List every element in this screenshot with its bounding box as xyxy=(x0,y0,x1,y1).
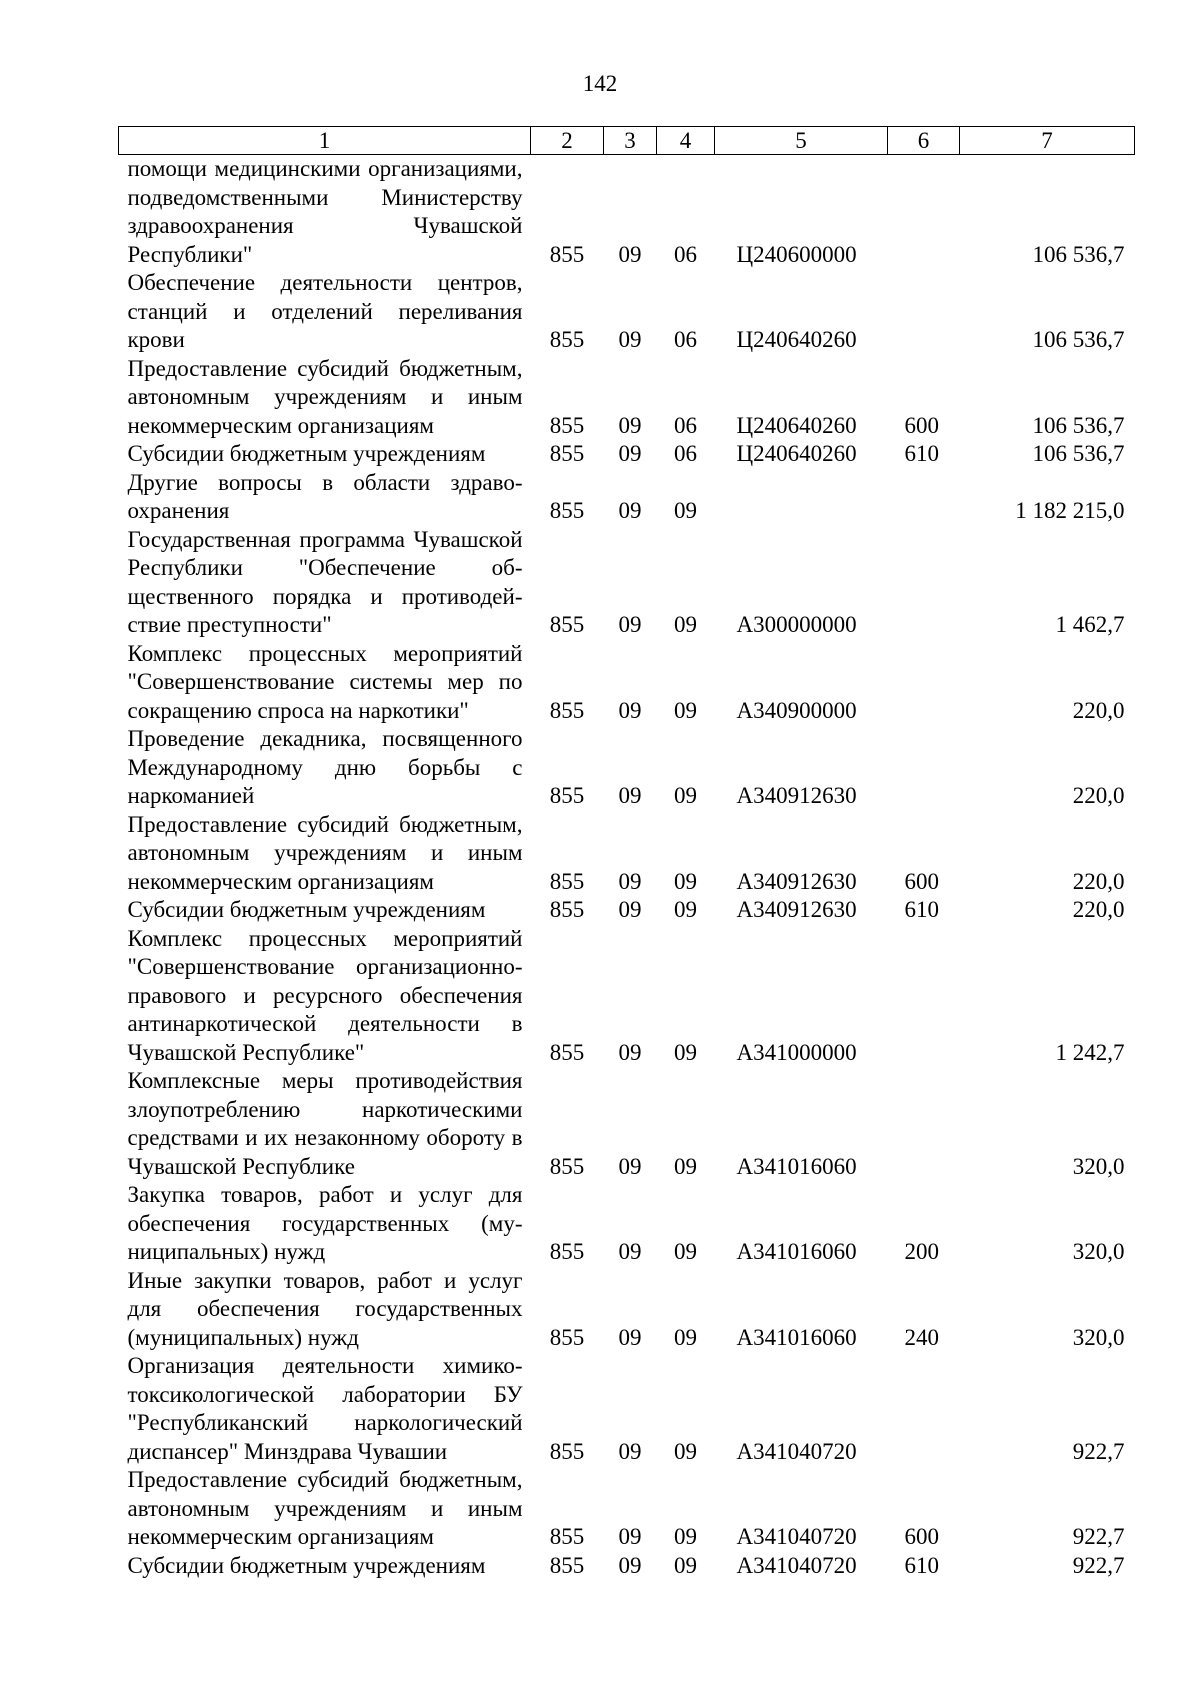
section-code-cell: 09 xyxy=(618,412,642,438)
section-code-cell: 09 xyxy=(618,241,642,267)
target-article-cell: Ц240640260 xyxy=(736,327,857,352)
budget-table xyxy=(118,126,1135,1580)
target-article-cell: А341040720 xyxy=(736,1552,857,1578)
subsection-code-cell: 09 xyxy=(674,612,697,637)
ministry-code-cell: 855 xyxy=(549,897,585,922)
section-code-cell: 09 xyxy=(618,783,642,808)
subsection-code-cell: 06 xyxy=(674,327,697,352)
row-name-cell: Государственная программа Чувашской Республики "Обеспечение общественного порядка и противодействие преступности" xyxy=(127,526,523,637)
table-row xyxy=(119,1067,1135,1181)
column-header: 5 xyxy=(715,127,888,155)
table-body xyxy=(119,155,1135,1581)
table-header-row xyxy=(119,127,1135,155)
subsection-code-cell: 09 xyxy=(674,1153,697,1179)
expense-type-cell: 610 xyxy=(904,441,939,466)
target-article-cell: А340900000 xyxy=(736,697,857,723)
amount-cell: 922,7 xyxy=(1072,1438,1125,1464)
table-row xyxy=(119,1552,1135,1581)
amount-cell: 1 242,7 xyxy=(1055,1039,1125,1065)
table-row xyxy=(119,155,1135,270)
ministry-code-cell: 855 xyxy=(549,441,585,466)
ministry-code-cell: 855 xyxy=(549,327,585,352)
target-article-cell: Ц240640260 xyxy=(736,412,857,438)
expense-type-cell xyxy=(888,526,960,640)
expense-type-cell: 610 xyxy=(904,897,939,922)
subsection-code-cell: 09 xyxy=(674,783,697,808)
ministry-code-cell: 855 xyxy=(549,1239,585,1264)
target-article-cell: Ц240640260 xyxy=(736,441,857,466)
expense-type-cell: 610 xyxy=(904,1552,939,1578)
row-name-cell: Другие вопросы в области здравоохранения xyxy=(127,469,523,523)
subsection-code-cell: 09 xyxy=(674,897,697,922)
target-article-cell: А340912630 xyxy=(736,897,857,922)
amount-cell: 922,7 xyxy=(1072,1524,1125,1549)
section-code-cell: 09 xyxy=(618,1153,642,1179)
row-name-cell: Субсидии бюджетным учреждениям xyxy=(127,441,486,466)
target-article-cell: А341040720 xyxy=(736,1438,857,1464)
section-code-cell: 09 xyxy=(618,1239,642,1264)
column-header: 1 xyxy=(119,127,531,155)
row-name-cell: Организация деятельности химико-токсикологической лаборатории БУ "Республиканский наркологический диспансер" Минздрава Чувашии xyxy=(127,1353,523,1464)
table-row xyxy=(119,355,1135,441)
ministry-code-cell: 855 xyxy=(549,1039,585,1065)
table-row xyxy=(119,469,1135,526)
table-row xyxy=(119,640,1135,726)
expense-type-cell xyxy=(888,1352,960,1466)
row-name-cell: Комплексные меры противодействия злоупотреблению наркотическими средствами и их незаконному обороту в Чувашской Республике xyxy=(127,1068,523,1179)
expense-type-cell: 600 xyxy=(904,412,939,438)
ministry-code-cell: 855 xyxy=(549,241,585,267)
expense-type-cell: 240 xyxy=(904,1324,939,1350)
table-row xyxy=(119,896,1135,925)
ministry-code-cell: 855 xyxy=(549,783,585,808)
column-header: 7 xyxy=(960,127,1135,155)
target-article-cell: А341040720 xyxy=(736,1524,857,1549)
subsection-code-cell: 09 xyxy=(674,697,697,723)
expense-type-cell: 200 xyxy=(904,1239,939,1264)
section-code-cell: 09 xyxy=(618,897,642,922)
section-code-cell: 09 xyxy=(618,327,642,352)
row-name-cell: Предоставление субсидий бюджетным, автономным учреждениям и иным некоммерческим организациям xyxy=(127,355,523,438)
subsection-code-cell: 06 xyxy=(674,241,697,267)
row-name-cell: Проведение декадника, посвященного Международному дню борьбы с наркоманией xyxy=(127,726,523,808)
amount-cell: 220,0 xyxy=(1072,897,1125,922)
row-name-cell: Комплекс процессных мероприятий "Совершенствование системы мер по сокращению спроса на наркотики" xyxy=(127,640,523,723)
subsection-code-cell: 09 xyxy=(674,498,697,523)
amount-cell: 320,0 xyxy=(1072,1324,1125,1350)
ministry-code-cell: 855 xyxy=(549,1324,585,1350)
row-name-cell: Закупка товаров, работ и услуг для обеспечения государственных (муниципальных) нужд xyxy=(127,1182,523,1264)
row-name-cell: Обеспечение деятельности центров, станций и отделений переливания крови xyxy=(127,270,523,352)
amount-cell: 106 536,7 xyxy=(1032,241,1125,267)
table-row xyxy=(119,1181,1135,1267)
row-name-cell: Иные закупки товаров, работ и услуг для обеспечения государственных (муниципальных) нужд xyxy=(127,1267,523,1350)
subsection-code-cell: 09 xyxy=(674,1239,697,1264)
target-article-cell: А341000000 xyxy=(736,1039,857,1065)
section-code-cell: 09 xyxy=(618,498,642,523)
subsection-code-cell: 09 xyxy=(674,868,697,894)
subsection-code-cell: 09 xyxy=(674,1524,697,1549)
amount-cell: 320,0 xyxy=(1072,1239,1125,1264)
amount-cell: 320,0 xyxy=(1072,1153,1125,1179)
amount-cell: 922,7 xyxy=(1072,1552,1125,1578)
expense-type-cell xyxy=(888,925,960,1068)
amount-cell: 106 536,7 xyxy=(1032,412,1125,438)
ministry-code-cell: 855 xyxy=(549,697,585,723)
ministry-code-cell: 855 xyxy=(549,1524,585,1549)
amount-cell: 220,0 xyxy=(1072,697,1125,723)
section-code-cell: 09 xyxy=(618,441,642,466)
table-row xyxy=(119,526,1135,640)
table-row xyxy=(119,440,1135,469)
ministry-code-cell: 855 xyxy=(549,1438,585,1464)
row-name-cell: Предоставление субсидий бюджетным, автономным учреждениям и иным некоммерческим организациям xyxy=(127,1467,523,1549)
target-article-cell: Ц240600000 xyxy=(736,241,857,267)
target-article-cell: А341016060 xyxy=(736,1239,857,1264)
table-row xyxy=(119,1267,1135,1353)
row-name-cell: Комплекс процессных мероприятий "Совершенствование организационно-правового и ресурсного обеспечения антинаркотической деятельности в Чувашской Республике" xyxy=(127,925,523,1065)
ministry-code-cell: 855 xyxy=(549,1552,585,1578)
ministry-code-cell: 855 xyxy=(549,868,585,894)
subsection-code-cell: 06 xyxy=(674,412,697,438)
amount-cell: 220,0 xyxy=(1072,868,1125,894)
amount-cell: 106 536,7 xyxy=(1032,327,1125,352)
page-number: 142 xyxy=(582,71,618,96)
amount-cell: 220,0 xyxy=(1072,783,1125,808)
section-code-cell: 09 xyxy=(618,612,642,637)
ministry-code-cell: 855 xyxy=(549,1153,585,1179)
target-article-cell: А300000000 xyxy=(736,612,857,637)
target-article-cell: А341016060 xyxy=(736,1153,857,1179)
table-row xyxy=(119,269,1135,355)
column-header: 2 xyxy=(531,127,604,155)
ministry-code-cell: 855 xyxy=(549,412,585,438)
section-code-cell: 09 xyxy=(618,1552,642,1578)
subsection-code-cell: 09 xyxy=(674,1552,697,1578)
column-header: 4 xyxy=(657,127,715,155)
column-header: 3 xyxy=(604,127,657,155)
subsection-code-cell: 09 xyxy=(674,1438,697,1464)
section-code-cell: 09 xyxy=(618,1438,642,1464)
section-code-cell: 09 xyxy=(618,868,642,894)
table-row xyxy=(119,1352,1135,1466)
subsection-code-cell: 09 xyxy=(674,1324,697,1350)
target-article-cell: А340912630 xyxy=(736,783,857,808)
subsection-code-cell: 09 xyxy=(674,1039,697,1065)
table-row xyxy=(119,1466,1135,1552)
expense-type-cell: 600 xyxy=(904,1524,939,1549)
amount-cell: 1 182 215,0 xyxy=(1015,498,1125,523)
expense-type-cell xyxy=(888,1067,960,1181)
section-code-cell: 09 xyxy=(618,1324,642,1350)
target-article-cell xyxy=(715,469,888,526)
target-article-cell: А341016060 xyxy=(736,1324,857,1350)
amount-cell: 106 536,7 xyxy=(1032,441,1125,466)
expense-type-cell xyxy=(888,640,960,726)
target-article-cell: А340912630 xyxy=(736,868,857,894)
column-header: 6 xyxy=(888,127,960,155)
expense-type-cell xyxy=(888,269,960,355)
expense-type-cell xyxy=(888,155,960,270)
row-name-cell: Предоставление субсидий бюджетным, автономным учреждениям и иным некоммерческим организациям xyxy=(127,811,523,894)
table-row xyxy=(119,725,1135,811)
amount-cell: 1 462,7 xyxy=(1055,612,1125,637)
row-name-cell: Субсидии бюджетным учреждениям xyxy=(127,1552,486,1578)
section-code-cell: 09 xyxy=(618,1524,642,1549)
table-row xyxy=(119,925,1135,1068)
expense-type-cell xyxy=(888,469,960,526)
subsection-code-cell: 06 xyxy=(674,441,697,466)
ministry-code-cell: 855 xyxy=(549,498,585,523)
row-name-cell: Субсидии бюджетным учреждениям xyxy=(127,897,486,922)
table-row xyxy=(119,811,1135,897)
expense-type-cell xyxy=(888,725,960,811)
row-name-cell: помощи медицинскими организациями, подведомственными Министерству здравоохранения Чувашской Республики" xyxy=(127,156,523,267)
section-code-cell: 09 xyxy=(618,1039,642,1065)
section-code-cell: 09 xyxy=(618,697,642,723)
expense-type-cell: 600 xyxy=(904,868,939,894)
ministry-code-cell: 855 xyxy=(549,612,585,637)
